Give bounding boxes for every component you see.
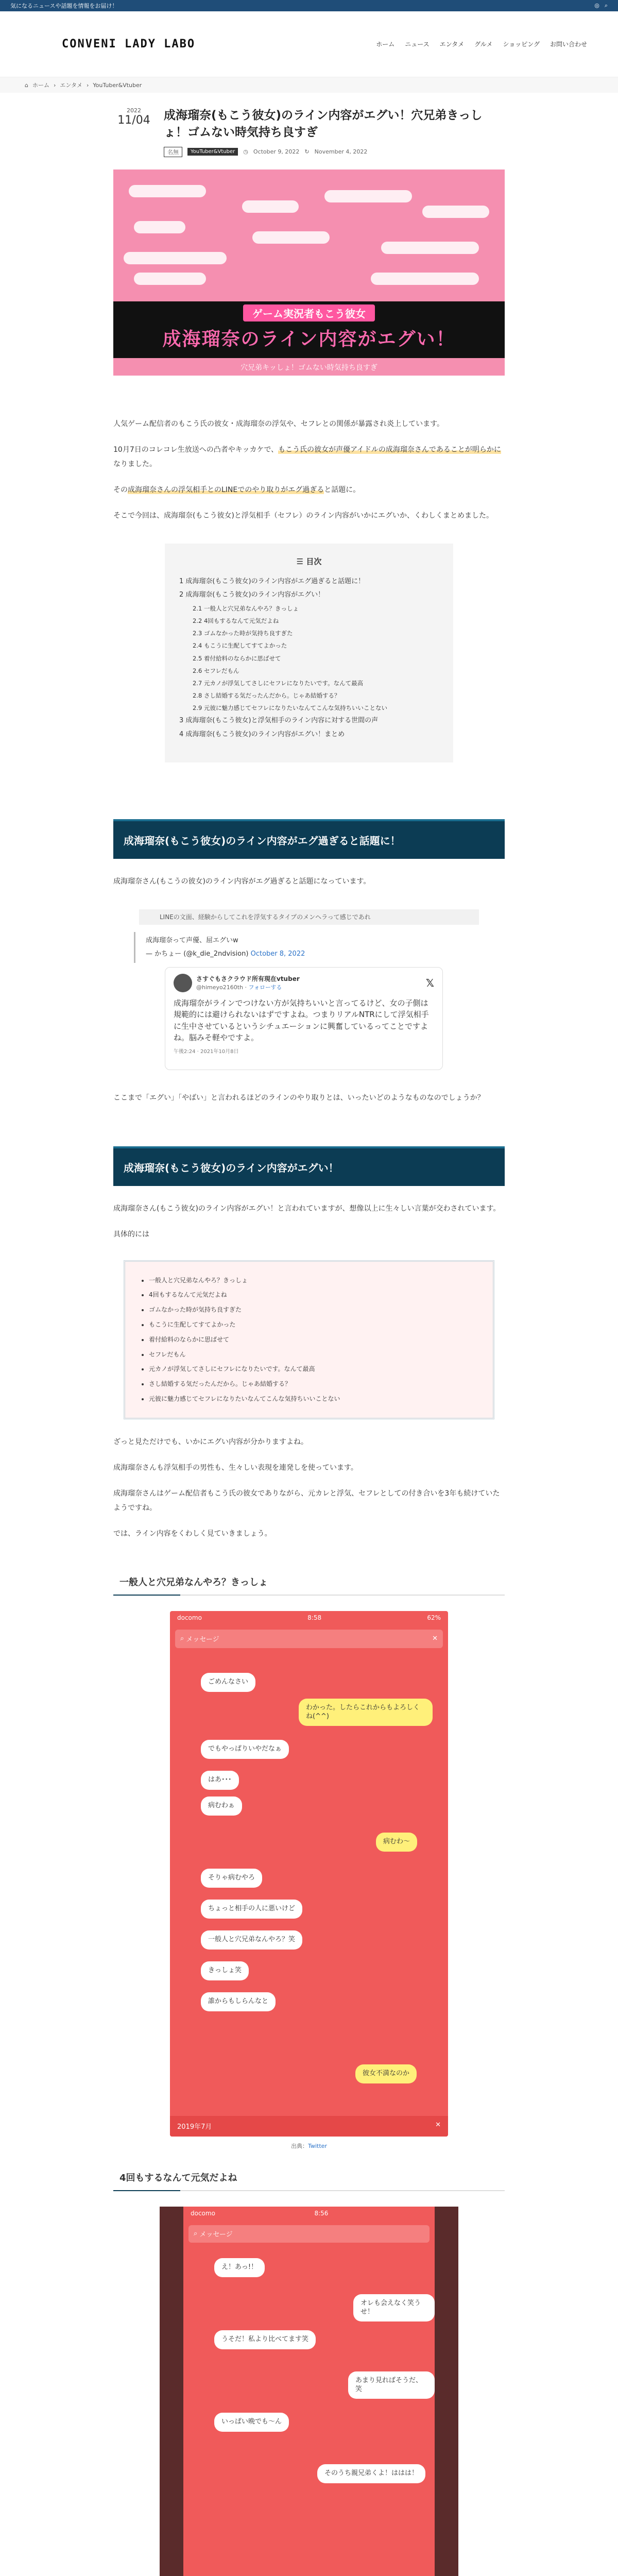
- paragraph: 成海瑠奈さんはゲーム配信者もこう氏の彼女でありながら、元カレと浮気、セフレとしての付き合いを3年も続けていたようですね。: [113, 1489, 500, 1512]
- clock-icon: ◷: [243, 148, 248, 156]
- chat-bubble: 誰からもしらんなと: [201, 1992, 276, 2011]
- toc-subitem[interactable]: 2.1 一般人と穴兄弟なんやろ？きっしょ: [193, 604, 299, 612]
- site-header: [0, 11, 618, 77]
- tweet-quote: 成海瑠奈って声優、屈エグいw — かちょー (@k_die_2ndvision) October 8, 2022: [134, 932, 505, 963]
- breadcrumb-category[interactable]: エンタメ: [60, 82, 82, 89]
- toc-subitem[interactable]: 2.8 さし結婚する気だったんだから。じゃあ結婚する？: [193, 691, 340, 699]
- toc-subitem[interactable]: 2.3 ゴムなかった時が気持ち良すぎた: [193, 630, 293, 637]
- top-bar: [0, 0, 618, 11]
- chat-bubble: ちょっと相手の人に悪いけど: [201, 1900, 302, 1919]
- list-item: • 元カノが浮気してさしにセフレになりたいです。なんて最高: [149, 1362, 477, 1377]
- category-badge[interactable]: 名無: [164, 147, 182, 157]
- chat-bubble: でもやっぱりいやだなぁ: [201, 1740, 289, 1759]
- list-item: • 4回もするなんて元気だよね: [149, 1287, 477, 1302]
- subsection-heading: 一般人と穴兄弟なんやろ？きっしょ: [113, 1575, 505, 1596]
- chat-bubble: いっぱい晩でも〜ん: [214, 2413, 289, 2432]
- hero-line2: 成海瑠奈のライン内容がエグい！: [162, 328, 456, 350]
- nav-shopping[interactable]: ショッピング: [503, 41, 540, 48]
- section-heading: 成海瑠奈(もこう彼女)のライン内容がエグ過ぎると話題に！: [113, 819, 505, 859]
- hero-image: [113, 170, 505, 376]
- line-screenshot: docomo 8:56 ⌕ メッセージ え！あっ!！ オレも会えなく笑うせ！ うそだ！私より比べてます笑 あまり見ればそうだ、笑 いっぱい晩でも〜ん そのうち親兄弟くよ！ははは！: [160, 2207, 458, 2576]
- site-logo[interactable]: CONVENI LADY LABO: [62, 38, 196, 50]
- toc-item[interactable]: 2 成海瑠奈(もこう彼女)のライン内容がエグい！: [179, 591, 325, 599]
- embedded-tweet[interactable]: さすぐもさクラウド所有現在vtuber @himeyo2160th · フォローする 𝕏 成海瑠奈がラインでつけない方が気持ちいいと言ってるけど、女の子側は規範的には避けられないはずですよね。つまりリアルNTRにして浮気相手に生中させているというシチュエーションに興奮しているってことですよね。脳みそ軽やですよ。 午後2:24 · 2021年10月8日: [165, 967, 443, 1070]
- x-logo-icon: 𝕏: [425, 976, 434, 989]
- paragraph: 人気ゲーム配信者のもこう氏の彼女・成海瑠奈の浮気や、セフレとの関係が暴露され炎上しています。: [113, 419, 444, 428]
- post-date: 2022 11/04: [117, 107, 150, 127]
- avatar: [174, 974, 192, 992]
- chat-bubble: きっしょ笑: [201, 1961, 249, 1980]
- source-link[interactable]: Twitter: [308, 2142, 327, 2149]
- toc-subitem[interactable]: 2.6 セフレだもん: [193, 667, 239, 674]
- chat-bubble: オレも会えなく笑うせ！: [353, 2294, 435, 2322]
- chat-bubble: うそだ！私より比べてます笑: [214, 2330, 316, 2349]
- nav-gourmet[interactable]: グルメ: [474, 41, 493, 48]
- nav-home[interactable]: ホーム: [376, 41, 395, 48]
- chat-bubble: 一般人と穴兄弟なんやろ？笑: [201, 1930, 302, 1950]
- search-icon: ⌕: [180, 1635, 184, 1643]
- toc-subitem[interactable]: 2.2 4回もするなんて元気だよね: [193, 617, 279, 625]
- list-icon: ☰: [296, 556, 304, 566]
- published-date: October 9, 2022: [253, 148, 300, 156]
- line-screenshot: docomo 8:58 62% ⌕ メッセージ ✕ ごめんなさい わかった。したらこれからもよろしくね(^^) でもやっぱりいやだなぁ はあ･･･ 病むわぁ 病むわ〜 そりゃ病むやろ ちょっと相手の人に悪いけど 一般人と穴兄弟なんやろ？笑 きっしょ笑 誰からもしらんなと 彼女不満なのか 2019年7月 ✕: [170, 1611, 448, 2137]
- rss-icon[interactable]: ◎: [594, 2, 599, 9]
- home-icon: ⌂: [25, 81, 28, 89]
- toc-subitem[interactable]: 2.9 元彼に魅力感じてセフレになりたいなんてこんな気持ちいいことない: [193, 704, 387, 712]
- paragraph: 成海瑠奈さんも浮気相手の男性も、生々しい表現を連発しを使っています。: [113, 1463, 358, 1472]
- toc-item[interactable]: 4 成海瑠奈(もこう彼女)のライン内容がエグい！まとめ: [179, 730, 345, 738]
- article: [113, 93, 505, 2576]
- tweet-date-link[interactable]: October 8, 2022: [250, 950, 305, 958]
- close-icon: ✕: [435, 2121, 441, 2129]
- top-bar-text: 気になるニュースや話題を情報をお届け！: [10, 3, 118, 9]
- chat-bubble: 病むわ〜: [376, 1833, 417, 1852]
- list-item: • もこうに生配してすてよかった: [149, 1317, 477, 1332]
- search-icon: ⌕: [194, 2230, 198, 2238]
- refresh-icon: ↻: [304, 148, 310, 156]
- global-nav: [376, 40, 587, 48]
- list-item: • 元彼に魅力感じてセフレになりたいなんてこんな気持ちいいことない: [149, 1392, 477, 1406]
- toc-subitem[interactable]: 2.4 もこうに生配してすてよかった: [193, 642, 287, 650]
- hero-line3: 穴兄弟キッしょ！ゴムない時気持ち良すぎ: [241, 363, 377, 372]
- paragraph: では、ライン内容をくわしく見ていきましょう。: [113, 1529, 272, 1538]
- toc-subitem[interactable]: 2.7 元カノが浮気してさしにセフレになりたいです。なんて最高: [193, 679, 364, 687]
- tweet-time: 午後2:24 · 2021年10月8日: [174, 1048, 239, 1055]
- nav-news[interactable]: ニュース: [405, 41, 430, 48]
- chat-bubble: あまり見ればそうだ、笑: [348, 2371, 435, 2399]
- updated-date: November 4, 2022: [314, 148, 368, 156]
- chat-bubble: 病むわぁ: [201, 1797, 242, 1816]
- nav-entertainment[interactable]: エンタメ: [439, 41, 465, 48]
- search-icon[interactable]: ⌕: [604, 2, 608, 9]
- hero-line1: ゲーム実況者もこう彼女: [243, 304, 375, 321]
- paragraph: 成海瑠奈さん(もこうの彼女)のライン内容がエグ過ぎると話題になっています。: [113, 877, 371, 886]
- chat-bubble: わかった。したらこれからもよろしくね(^^): [299, 1699, 433, 1726]
- breadcrumb-subcategory[interactable]: YouTuber&Vtuber: [93, 81, 142, 89]
- image-source: 出典：Twitter: [291, 2142, 327, 2149]
- paragraph: その成海瑠奈さんの浮気相手とのLINEでのやり取りがエグ過ぎると話題に。: [113, 485, 360, 494]
- post-meta: [154, 147, 505, 157]
- chat-bubble: そのうち親兄弟くよ！ははは！: [317, 2464, 425, 2483]
- toc-item[interactable]: 1 成海瑠奈(もこう彼女)のライン内容がエグ過ぎると話題に！: [179, 577, 365, 585]
- chat-bubble: え！あっ!！: [214, 2258, 265, 2277]
- paragraph: 成海瑠奈さん(もこう彼女)のライン内容がエグい！と言われていますが、想像以上に生々しい言葉が交わされています。: [113, 1204, 501, 1213]
- list-item: • セフレだもん: [149, 1347, 477, 1362]
- paragraph: そこで今回は、成海瑠奈(もこう彼女)と浮気相手（セフレ）のライン内容がいかにエグいか、くわしくまとめました。: [113, 511, 493, 520]
- subsection-heading: 4回もするなんて元気だよね: [113, 2171, 505, 2191]
- chat-bubble: はあ･･･: [201, 1771, 239, 1790]
- nav-contact[interactable]: お問い合わせ: [550, 41, 587, 48]
- table-of-contents: [165, 544, 453, 762]
- paragraph: ここまで「エグい」「やばい」と言われるほどのラインのやり取りとは、いったいどのようなものなのでしょうか？: [113, 1093, 485, 1102]
- tweet-body: 成海瑠奈がラインでつけない方が気持ちいいと言ってるけど、女の子側は規範的には避けられないはずですよね。つまりリアルNTRにして浮気相手に生中させているというシチュエーションに興奮しているってことですよね。脳みそ軽やですよ。: [174, 998, 429, 1043]
- breadcrumb-home[interactable]: ホーム: [32, 82, 49, 89]
- chat-bubble: そりゃ病むやろ: [201, 1869, 262, 1888]
- toc-item[interactable]: 3 成海瑠奈(もこう彼女)と浮気相手のライン内容に対する世間の声: [179, 717, 379, 725]
- breadcrumb: ⌂ ホーム › エンタメ › YouTuber&Vtuber: [0, 77, 618, 93]
- follow-link[interactable]: フォローする: [248, 984, 282, 991]
- list-item: • ゴムなかった時が気持ち良すぎた: [149, 1302, 477, 1317]
- paragraph: 具体的には: [113, 1230, 149, 1239]
- list-item: • さし結婚する気だったんだから。じゃあ結婚する？: [149, 1377, 477, 1392]
- chat-bubble: ごめんなさい: [201, 1673, 255, 1692]
- close-icon: ✕: [432, 1635, 438, 1643]
- toc-title: ☰ 目次: [296, 556, 322, 566]
- quote-box: LINEの文面、経験からしてこれを浮気するタイプのメンヘラって感じであれ: [139, 909, 479, 925]
- paragraph: ざっと見ただけでも、いかにエグい内容が分かりますよね。: [113, 1437, 308, 1446]
- section-heading: 成海瑠奈(もこう彼女)のライン内容がエグい！: [113, 1146, 505, 1186]
- toc-subitem[interactable]: 2.5 着付給料のならかに思ばせて: [193, 654, 281, 662]
- paragraph: 10月7日のコレコレ生放送への凸者やキッカケで、もこう氏の彼女が声優アイドルの成海瑠奈さんであることが明らかになりました。: [113, 445, 501, 468]
- list-item: • 着付給料のならかに思ばせて: [149, 1332, 477, 1347]
- chat-bubble: 彼女不満なのか: [355, 2064, 417, 2083]
- list-item: • 一般人と穴兄弟なんやろ？きっしょ: [149, 1273, 477, 1288]
- page-title: 成海瑠奈(もこう彼女)のライン内容がエグい！穴兄弟きっしょ！ゴムない時気持ち良すぎ: [164, 109, 483, 140]
- summary-list-box: [124, 1260, 494, 1419]
- tag-badge[interactable]: YouTuber&Vtuber: [187, 148, 238, 156]
